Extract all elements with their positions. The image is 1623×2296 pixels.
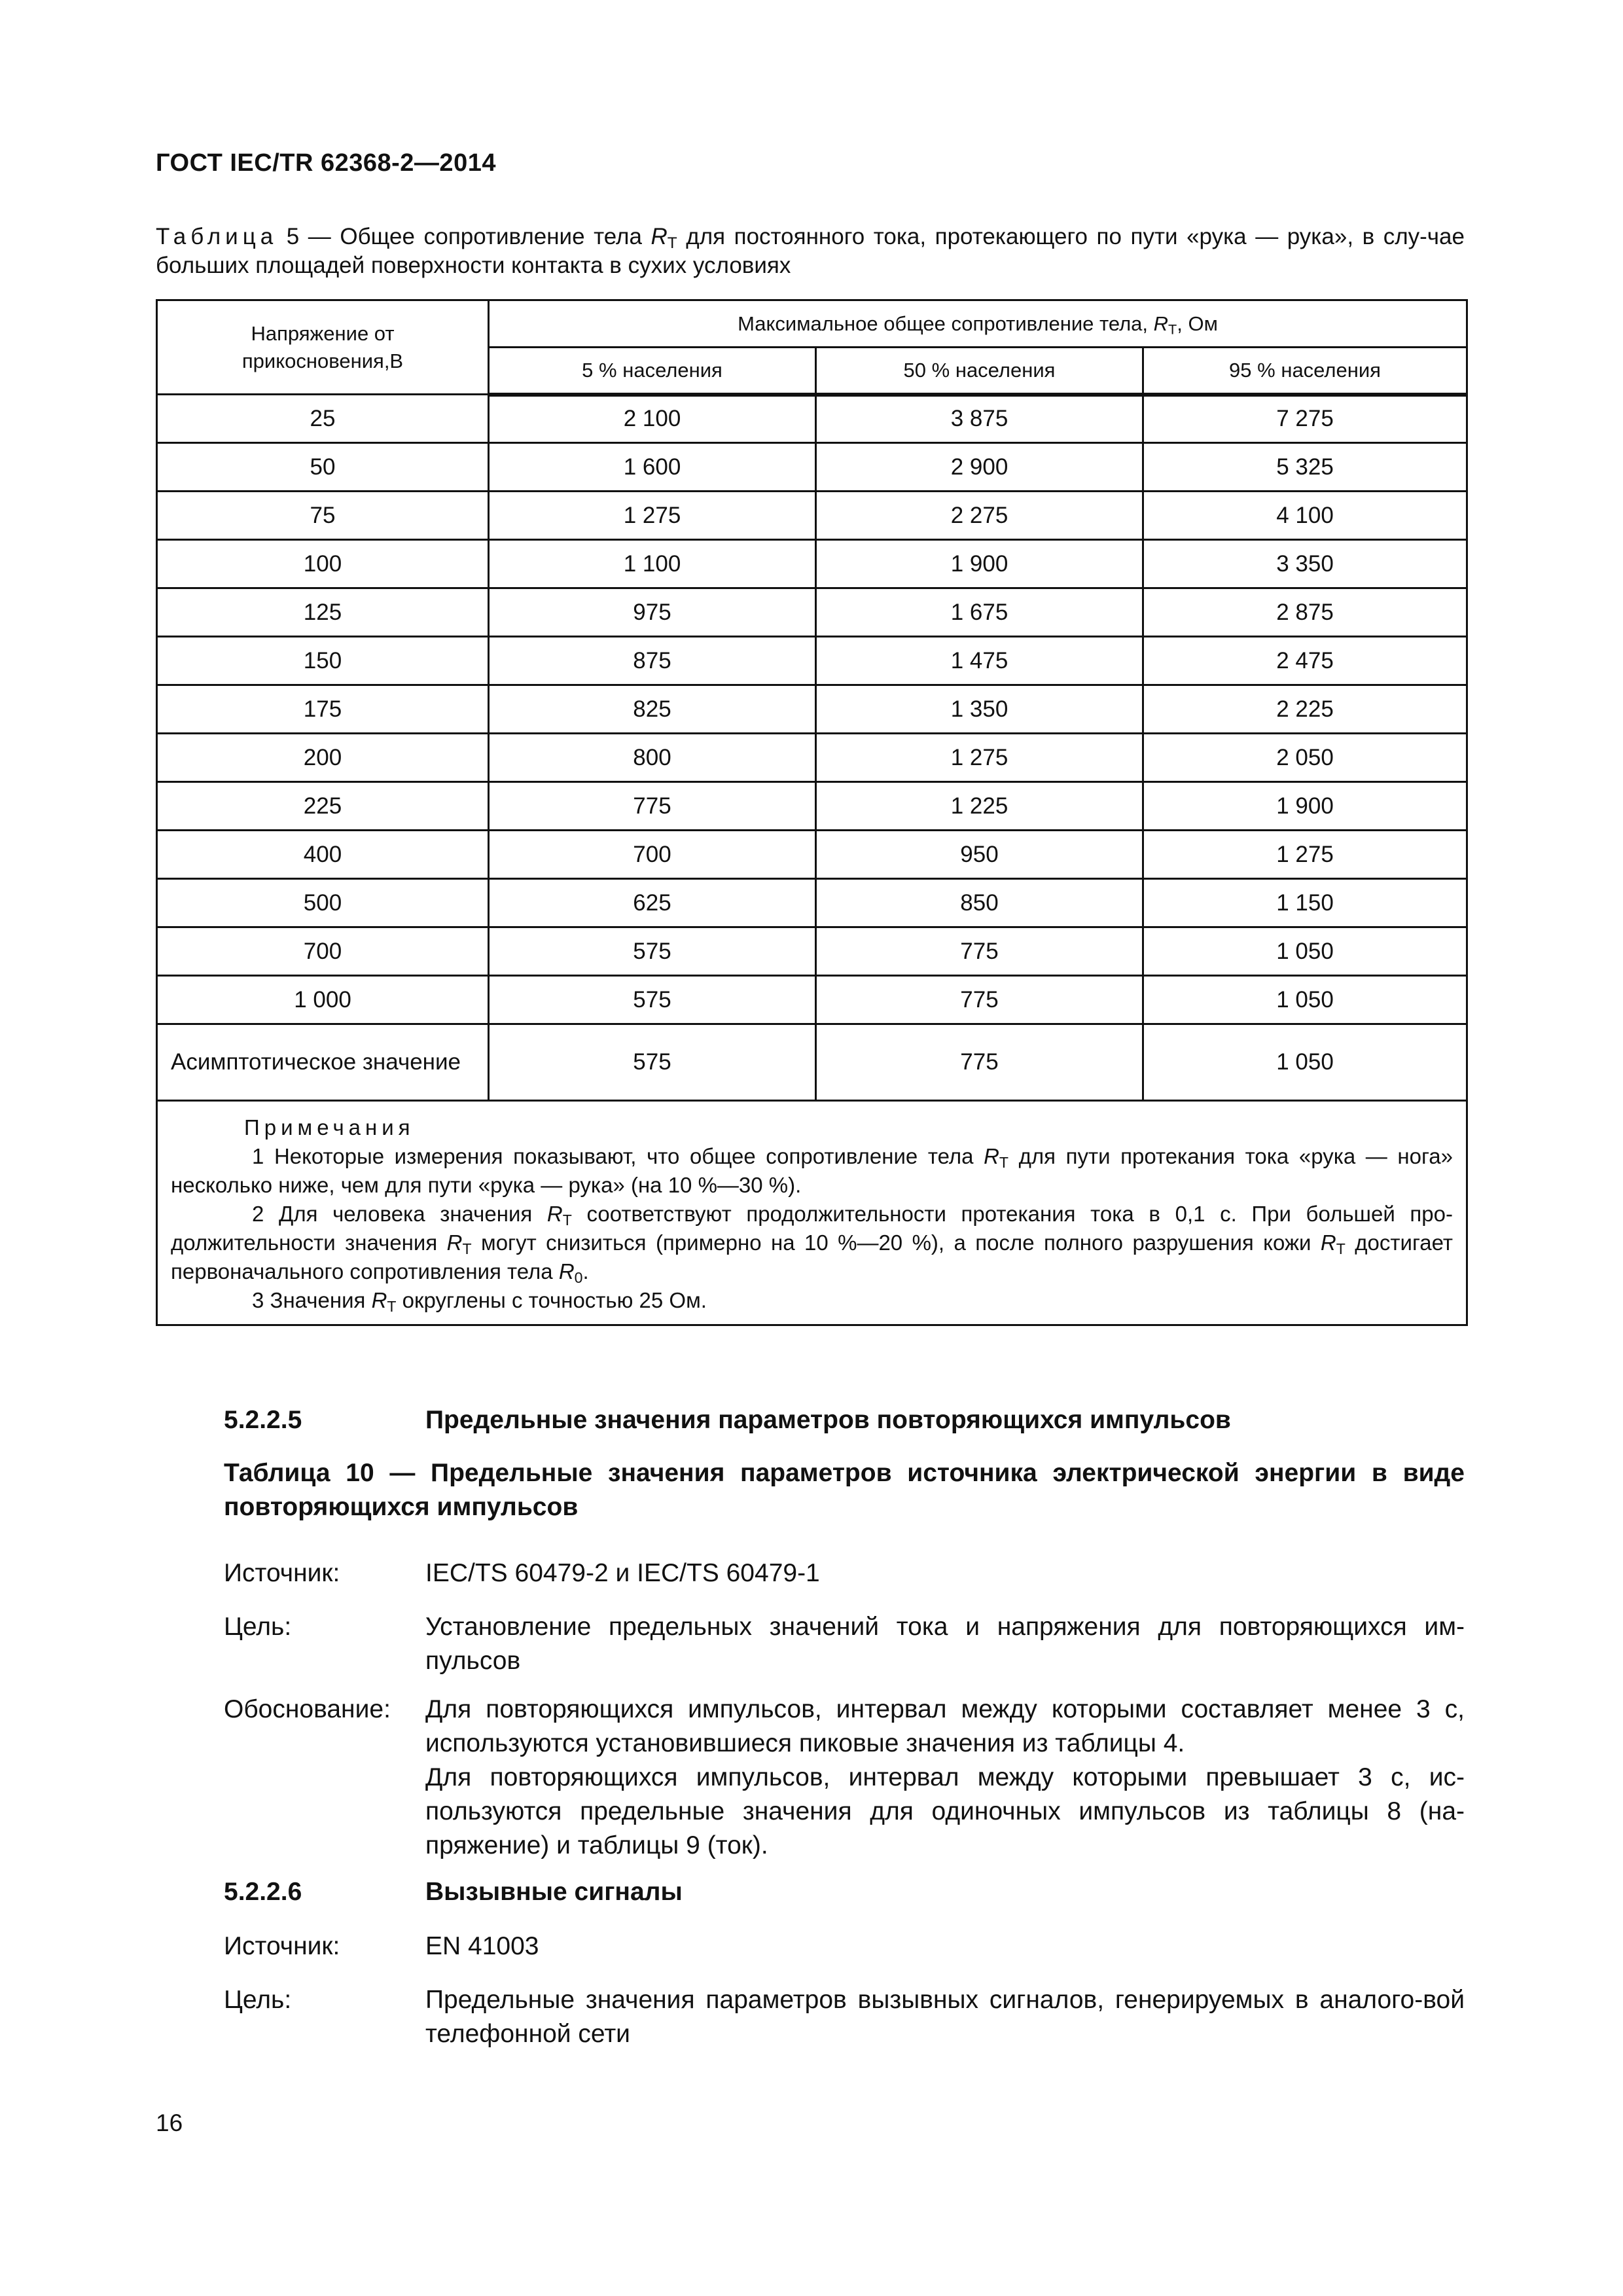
note-2-sub-1: T [562, 1211, 572, 1229]
note-2-text-e: . [582, 1259, 589, 1283]
voltage-cell: 200 [157, 734, 489, 782]
resistance-50-cell: 1 675 [816, 588, 1143, 637]
caption-symbol-sub: T [667, 234, 677, 253]
table-row [157, 782, 1467, 831]
note-2-text-b: соответствуют продолжительности протекания тока в 0,1 с. При большей про-должительности значения [171, 1202, 1453, 1255]
resistance-5-cell: 825 [489, 685, 816, 734]
section-5226-source-label: Источник: [224, 1932, 340, 1960]
table-row [157, 734, 1467, 782]
voltage-cell: 75 [157, 492, 489, 540]
resistance-95-cell: 1 050 [1143, 927, 1467, 976]
note-3-text-a: 3 Значения [252, 1288, 372, 1312]
voltage-cell: 500 [157, 879, 489, 927]
table-row [157, 588, 1467, 637]
resistance-95-cell: 2 875 [1143, 588, 1467, 637]
header-max-sub: T [1168, 320, 1177, 337]
resistance-95-cell: 5 325 [1143, 443, 1467, 492]
body-resistance-table [156, 299, 1468, 1326]
table-row [157, 976, 1467, 1024]
resistance-5-cell: 2 100 [489, 395, 816, 443]
header-95-percent: 95 % населения [1143, 348, 1467, 395]
caption-prefix: Таблица [156, 224, 278, 249]
note-2-symbol-4: R [558, 1259, 575, 1283]
resistance-50-cell: 775 [816, 1024, 1143, 1101]
voltage-cell: 25 [157, 395, 489, 443]
voltage-cell: 150 [157, 637, 489, 685]
resistance-50-cell: 775 [816, 927, 1143, 976]
resistance-95-cell: 2 050 [1143, 734, 1467, 782]
resistance-5-cell: 700 [489, 831, 816, 879]
table-row [157, 685, 1467, 734]
section-5225-number: 5.2.2.5 [224, 1406, 302, 1434]
page-number: 16 [156, 2109, 183, 2136]
voltage-cell: 175 [157, 685, 489, 734]
caption-text-2: для постоянного тока, протекающего по пути «рука — рука», в слу-чае больших площадей поверхности контакта в сухих условиях [156, 224, 1465, 278]
table-row [157, 492, 1467, 540]
resistance-5-cell: 775 [489, 782, 816, 831]
table-row [157, 443, 1467, 492]
voltage-cell: 125 [157, 588, 489, 637]
resistance-5-cell: 1 600 [489, 443, 816, 492]
resistance-5-cell: 975 [489, 588, 816, 637]
note-3-symbol: R [371, 1288, 387, 1312]
section-5225-title: Предельные значения параметров повторяющихся импульсов [425, 1406, 1231, 1434]
resistance-95-cell: 1 900 [1143, 782, 1467, 831]
table-row [157, 637, 1467, 685]
note-2-text-a: 2 Для человека значения [252, 1202, 547, 1226]
header-50-percent: 50 % населения [816, 348, 1143, 395]
note-3-sub: T [387, 1297, 397, 1315]
note-2-symbol-3: R [1320, 1230, 1336, 1255]
resistance-5-cell: 575 [489, 976, 816, 1024]
table-10-goal-label: Цель: [224, 1613, 292, 1641]
voltage-cell: 400 [157, 831, 489, 879]
table-notes [157, 1101, 1467, 1325]
resistance-50-cell: 1 900 [816, 540, 1143, 588]
table-10-rationale-label: Обоснование: [224, 1695, 391, 1723]
resistance-95-cell: 4 100 [1143, 492, 1467, 540]
header-max-text-1: Максимальное общее сопротивление тела, [738, 312, 1154, 335]
notes-title: Примечания [244, 1115, 415, 1139]
note-2-text-d: достигает первоначального сопротивления тела [171, 1230, 1453, 1283]
voltage-cell: 100 [157, 540, 489, 588]
table-10-rationale [425, 1693, 1465, 1863]
table-row-asymptotic [157, 1024, 1467, 1101]
section-5226-source-value: EN 41003 [425, 1932, 539, 1960]
table-10-source-value: IEC/TS 60479-2 и IEC/TS 60479-1 [425, 1559, 820, 1587]
note-1 [171, 1142, 1453, 1200]
resistance-50-cell: 850 [816, 879, 1143, 927]
table-row [157, 831, 1467, 879]
resistance-95-cell: 7 275 [1143, 395, 1467, 443]
note-3 [171, 1286, 1453, 1315]
note-2-sub-3: T [1336, 1240, 1346, 1257]
resistance-95-cell: 1 150 [1143, 879, 1467, 927]
document-header: ГОСТ IEC/TR 62368-2—2014 [156, 149, 496, 177]
table-row [157, 879, 1467, 927]
rationale-paragraph-1: Для повторяющихся импульсов, интервал между которыми составляет менее 3 с, используются установившиеся пиковые значения из таблицы 4. [425, 1695, 1465, 1757]
header-voltage: Напряжение от прикосновения,В [157, 300, 489, 395]
resistance-50-cell: 2 275 [816, 492, 1143, 540]
header-max-resistance [489, 300, 1467, 348]
resistance-95-cell: 1 050 [1143, 976, 1467, 1024]
header-max-symbol: R [1153, 312, 1169, 335]
resistance-95-cell: 1 050 [1143, 1024, 1467, 1101]
resistance-50-cell: 1 275 [816, 734, 1143, 782]
note-3-text-b: округлены с точностью 25 Ом. [396, 1288, 707, 1312]
note-1-text-b: для пути протекания тока «рука — нога» несколько ниже, чем для пути «рука — рука» (на 10 %—30 %). [171, 1144, 1453, 1197]
table-notes-row [157, 1101, 1467, 1325]
caption-number: 5 [286, 224, 300, 249]
table-10-goal-value: Установление предельных значений тока и напряжения для повторяющихся им-пульсов [425, 1613, 1465, 1675]
voltage-cell: 1 000 [157, 976, 489, 1024]
resistance-50-cell: 1 475 [816, 637, 1143, 685]
resistance-5-cell: 1 100 [489, 540, 816, 588]
note-1-text-a: 1 Некоторые измерения показывают, что общее сопротивление тела [252, 1144, 984, 1168]
table-10-title: Таблица 10 — Предельные значения параметров источника электрической энергии в виде повторяющихся импульсов [224, 1459, 1465, 1521]
note-2 [171, 1200, 1453, 1286]
voltage-cell: 225 [157, 782, 489, 831]
resistance-50-cell: 2 900 [816, 443, 1143, 492]
resistance-95-cell: 3 350 [1143, 540, 1467, 588]
table-10-source-label: Источник: [224, 1559, 340, 1587]
resistance-5-cell: 800 [489, 734, 816, 782]
table-row [157, 927, 1467, 976]
table-row [157, 540, 1467, 588]
note-2-symbol-1: R [546, 1202, 563, 1226]
resistance-50-cell: 3 875 [816, 395, 1143, 443]
resistance-50-cell: 1 350 [816, 685, 1143, 734]
table-5-caption [156, 223, 1465, 280]
note-2-text-c: могут снизиться (примерно на 10 %—20 %), а после полного разрушения кожи [471, 1230, 1321, 1255]
asymptotic-label: Асимптотическое значение [157, 1024, 489, 1101]
note-1-sub: T [999, 1153, 1009, 1171]
resistance-5-cell: 875 [489, 637, 816, 685]
resistance-95-cell: 1 275 [1143, 831, 1467, 879]
note-2-sub-2: T [462, 1240, 472, 1257]
resistance-95-cell: 2 475 [1143, 637, 1467, 685]
section-5226-goal-value: Предельные значения параметров вызывных сигналов, генерируемых в аналого-вой телефонной сети [425, 1986, 1465, 2048]
header-max-text-2: , Ом [1177, 312, 1218, 335]
rationale-paragraph-2: Для повторяющихся импульсов, интервал между которыми превышает 3 с, ис-пользуются предельные значения для одиночных импульсов из таблицы 8 (на-пряжение) и таблицы 9 (ток). [425, 1763, 1465, 1859]
section-5226-number: 5.2.2.6 [224, 1878, 302, 1906]
section-5226-goal-label: Цель: [224, 1986, 292, 2014]
note-2-sub-4: 0 [574, 1268, 583, 1286]
resistance-5-cell: 575 [489, 927, 816, 976]
caption-symbol: R [651, 224, 668, 249]
table-header-row [157, 300, 1467, 348]
resistance-5-cell: 575 [489, 1024, 816, 1101]
resistance-50-cell: 1 225 [816, 782, 1143, 831]
resistance-5-cell: 1 275 [489, 492, 816, 540]
note-2-symbol-2: R [446, 1230, 463, 1255]
caption-text-1: — Общее сопротивление тела [308, 224, 651, 249]
resistance-95-cell: 2 225 [1143, 685, 1467, 734]
resistance-5-cell: 625 [489, 879, 816, 927]
header-5-percent: 5 % населения [489, 348, 816, 395]
note-1-symbol: R [984, 1144, 999, 1168]
voltage-cell: 50 [157, 443, 489, 492]
voltage-cell: 700 [157, 927, 489, 976]
resistance-50-cell: 950 [816, 831, 1143, 879]
section-5226-title: Вызывные сигналы [425, 1878, 683, 1906]
table-row [157, 395, 1467, 443]
resistance-50-cell: 775 [816, 976, 1143, 1024]
